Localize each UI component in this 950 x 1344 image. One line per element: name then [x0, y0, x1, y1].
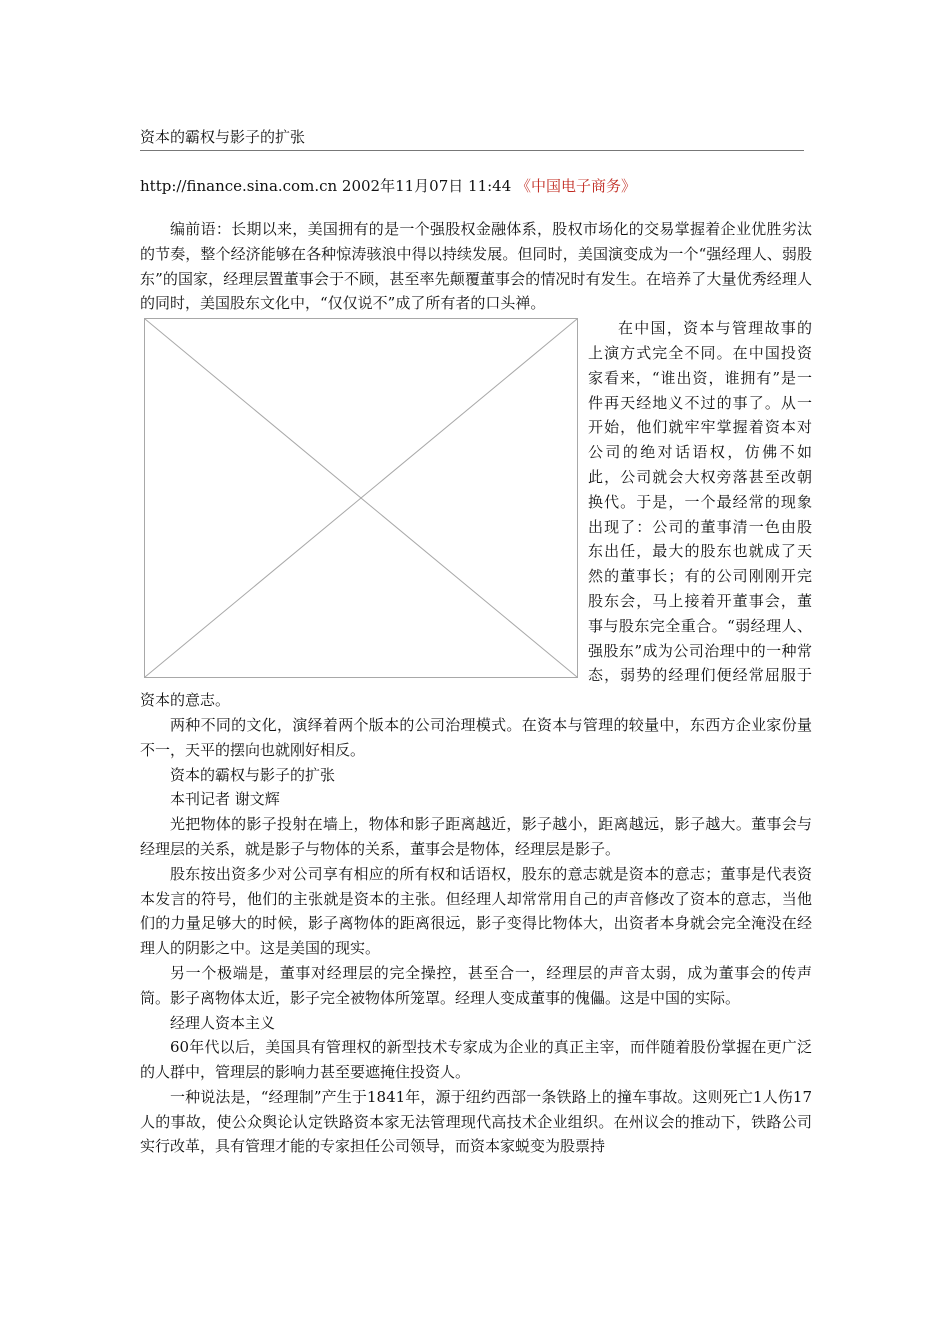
source-link[interactable]: 《中国电子商务》 [516, 177, 637, 195]
body-paragraph: 股东按出资多少对公司享有相应的所有权和话语权，股东的意志就是资本的意志；董事是代表资本发言的符号，他们的主张就是资本的主张。但经理人却常常用自己的声音修改了资本的意志，当他们的力量足够大的时候，影子离物体的距离很远，影子变得比物体大，出资者本身就会完全淹没在经理人的阴影之中。这是美国的现实。 [140, 864, 812, 958]
byline: 本刊记者 谢文辉 [170, 790, 280, 809]
article-body [140, 217, 812, 1159]
article-meta [140, 174, 810, 198]
subtitle: 资本的霸权与影子的扩张 [170, 765, 336, 784]
two-cultures-paragraph: 两种不同的文化，演绎着两个版本的公司治理模式。在资本与管理的较量中，东西方企业家份量不一，天平的摆向也就刚好相反。 [140, 715, 812, 759]
section-heading: 经理人资本主义 [170, 1013, 276, 1032]
china-paragraph: 在中国，资本与管理故事的上演方式完全不同。在中国投资家看来，“谁出资，谁拥有”是一件再天经地义不过的事了。从一开始，他们就牢牢掌握着资本对公司的绝对话语权，仿佛不如此，公司就会大权旁落甚至改朝换代。于是，一个最经常的现象出现了：公司的董事清一色由股东出任，最大的股东也就成了天然的董事长；有的公司刚刚开完股东会，马上接着开董事会，董事与股东完全重合。“弱经理人、强股东”成为公司治理中的一种常态，弱势的经理们便经常屈服于资本的意志。 [140, 319, 812, 710]
body-paragraph: 60年代以后，美国具有管理权的新型技术专家成为企业的真正主宰，而伴随着股份掌握在更广泛的人群中，管理层的影响力甚至要遮掩住投资人。 [140, 1038, 812, 1082]
body-paragraph: 一种说法是，“经理制”产生于1841年，源于纽约西部一条铁路上的撞车事故。这则死亡1人伤17人的事故，使公众舆论认定铁路资本家无法管理现代高技术企业组织。在州议会的推动下，铁路公司实行改革，具有管理才能的专家担任公司领导，而资本家蜕变为股票持 [140, 1087, 812, 1156]
body-paragraph: 另一个极端是，董事对经理层的完全操控，甚至合一，经理层的声音太弱，成为董事会的传声筒。影子离物体太近，影子完全被物体所笼罩。经理人变成董事的傀儡。这是中国的实际。 [140, 963, 812, 1007]
source-url-date: http://finance.sina.com.cn 2002年11月07日 11:44 [140, 177, 517, 195]
body-paragraph: 光把物体的影子投射在墙上，物体和影子距离越近，影子越小，距离越远，影子越大。董事会与经理层的关系，就是影子与物体的关系，董事会是物体，经理层是影子。 [140, 815, 812, 858]
editor-note: 编前语：长期以来，美国拥有的是一个强股权金融体系，股权市场化的交易掌握着企业优胜劣汰的节奏，整个经济能够在各种惊涛骇浪中得以持续发展。但同时，美国演变成为一个“强经理人、弱股东”的国家，经理层置董事会于不顾，甚至率先颠覆董事会的情况时有发生。在培养了大量优秀经理人的同时，美国股东文化中，“仅仅说不”成了所有者的口头禅。 [140, 220, 812, 313]
image-placeholder [144, 318, 578, 678]
broken-image-icon [145, 319, 577, 677]
article-title: 资本的霸权与影子的扩张 [140, 125, 804, 151]
